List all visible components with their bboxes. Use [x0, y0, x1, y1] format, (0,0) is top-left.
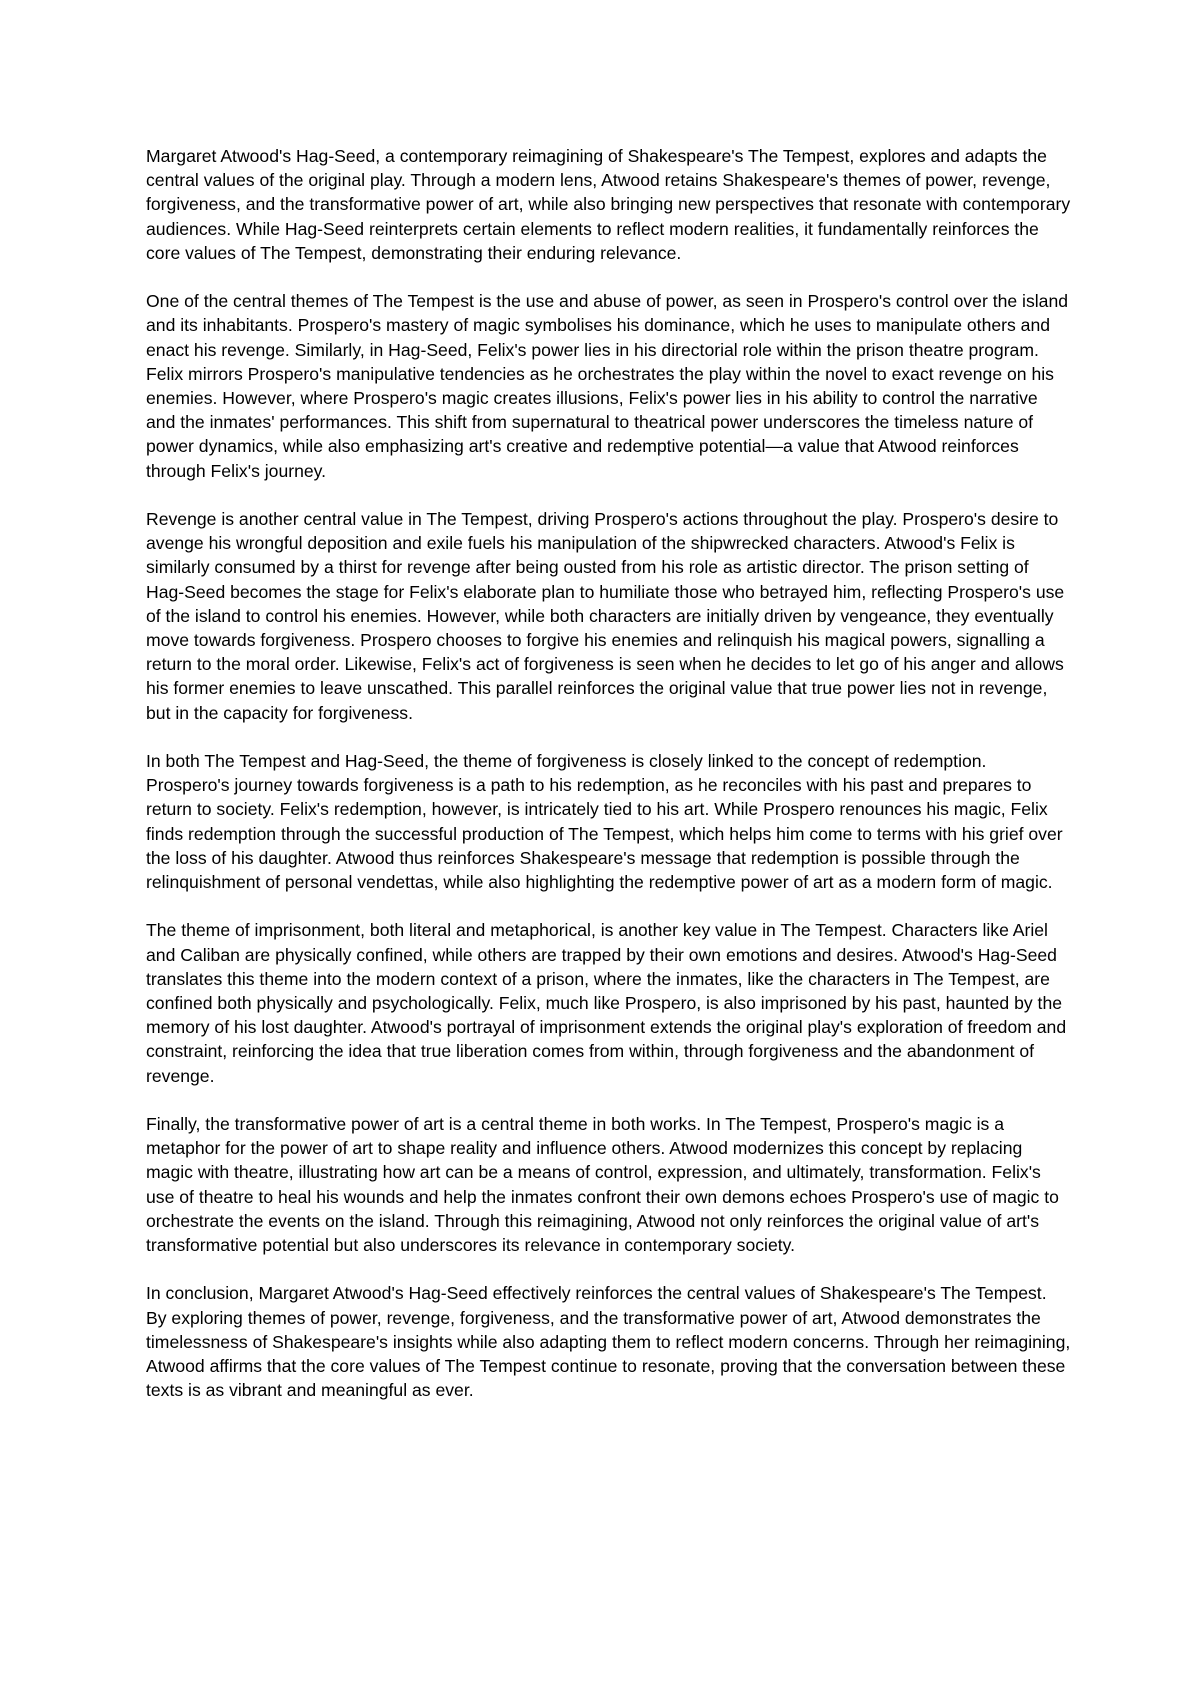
paragraph-power: One of the central themes of The Tempest is the use and abuse of power, as seen in Prospero's control over the island and its inhabitants. Prospero's mastery of magic symbolises his dominance, which he uses to manipulate others and enact his revenge. Similarly, in Hag-Seed, Felix's power lies in his directorial role within the prison theatre program. Felix mirrors Prospero's manipulative tendencies as he orchestrates the play within the novel to exact revenge on his enemies. However, where Prospero's magic creates illusions, Felix's power lies in his ability to control the narrative and the inmates' performances. This shift from supernatural to theatrical power underscores the timeless nature of power dynamics, while also emphasizing art's creative and redemptive potential—a value that Atwood reinforces through Felix's journey. — [146, 291, 1069, 481]
paragraph-introduction: Margaret Atwood's Hag-Seed, a contemporary reimagining of Shakespeare's The Tempest, explores and adapts the central values of the original play. Through a modern lens, Atwood retains Shakespeare's themes of power, revenge, forgiveness, and the transformative power of art, while also bringing new perspectives that resonate with contemporary audiences. While Hag-Seed reinterprets certain elements to reflect modern realities, it fundamentally reinforces the core values of The Tempest, demonstrating their enduring relevance. — [146, 146, 1071, 263]
paragraph-art: Finally, the transformative power of art is a central theme in both works. In The Tempest, Prospero's magic is a metaphor for the power of art to shape reality and influence others. Atwood modernizes this concept by replacing magic with theatre, illustrating how art can be a means of control, expression, and ultimately, transformation. Felix's use of theatre to heal his wounds and help the inmates confront their own demons echoes Prospero's use of magic to orchestrate the events on the island. Through this reimagining, Atwood not only reinforces the original value of art's transformative potential but also underscores its relevance in contemporary society. — [146, 1114, 1059, 1256]
document-body — [146, 144, 1071, 1402]
paragraph-revenge: Revenge is another central value in The Tempest, driving Prospero's actions throughout the play. Prospero's desire to avenge his wrongful deposition and exile fuels his manipulation of the shipwrecked characters. Atwood's Felix is similarly consumed by a thirst for revenge after being ousted from his role as artistic director. The prison setting of Hag-Seed becomes the stage for Felix's elaborate plan to humiliate those who betrayed him, reflecting Prospero's use of the island to control his enemies. However, while both characters are initially driven by vengeance, they eventually move towards forgiveness. Prospero chooses to forgive his enemies and relinquish his magical powers, signalling a return to the moral order. Likewise, Felix's act of forgiveness is seen when he decides to let go of his anger and allows his former enemies to leave unscathed. This parallel reinforces the original value that true power lies not in revenge, but in the capacity for forgiveness. — [146, 509, 1065, 723]
paragraph-imprisonment: The theme of imprisonment, both literal and metaphorical, is another key value in The Tempest. Characters like Ariel and Caliban are physically confined, while others are trapped by their own emotions and desires. Atwood's Hag-Seed translates this theme into the modern context of a prison, where the inmates, like the characters in The Tempest, are confined both physically and psychologically. Felix, much like Prospero, is also imprisoned by his past, haunted by the memory of his lost daughter. Atwood's portrayal of imprisonment extends the original play's exploration of freedom and constraint, reinforcing the idea that true liberation comes from within, through forgiveness and the abandonment of revenge. — [146, 920, 1067, 1086]
paragraph-forgiveness: In both The Tempest and Hag-Seed, the theme of forgiveness is closely linked to the concept of redemption. Prospero's journey towards forgiveness is a path to his redemption, as he reconciles with his past and prepares to return to society. Felix's redemption, however, is intricately tied to his art. While Prospero renounces his magic, Felix finds redemption through the successful production of The Tempest, which helps him come to terms with his grief over the loss of his daughter. Atwood thus reinforces Shakespeare's message that redemption is possible through the relinquishment of personal vendettas, while also highlighting the redemptive power of art as a modern form of magic. — [146, 751, 1063, 893]
paragraph-conclusion: In conclusion, Margaret Atwood's Hag-Seed effectively reinforces the central values of Shakespeare's The Tempest. By exploring themes of power, revenge, forgiveness, and the transformative power of art, Atwood demonstrates the timelessness of Shakespeare's insights while also adapting them to reflect modern concerns. Through her reimagining, Atwood affirms that the core values of The Tempest continue to resonate, proving that the conversation between these texts is as vibrant and meaningful as ever. — [146, 1283, 1071, 1401]
